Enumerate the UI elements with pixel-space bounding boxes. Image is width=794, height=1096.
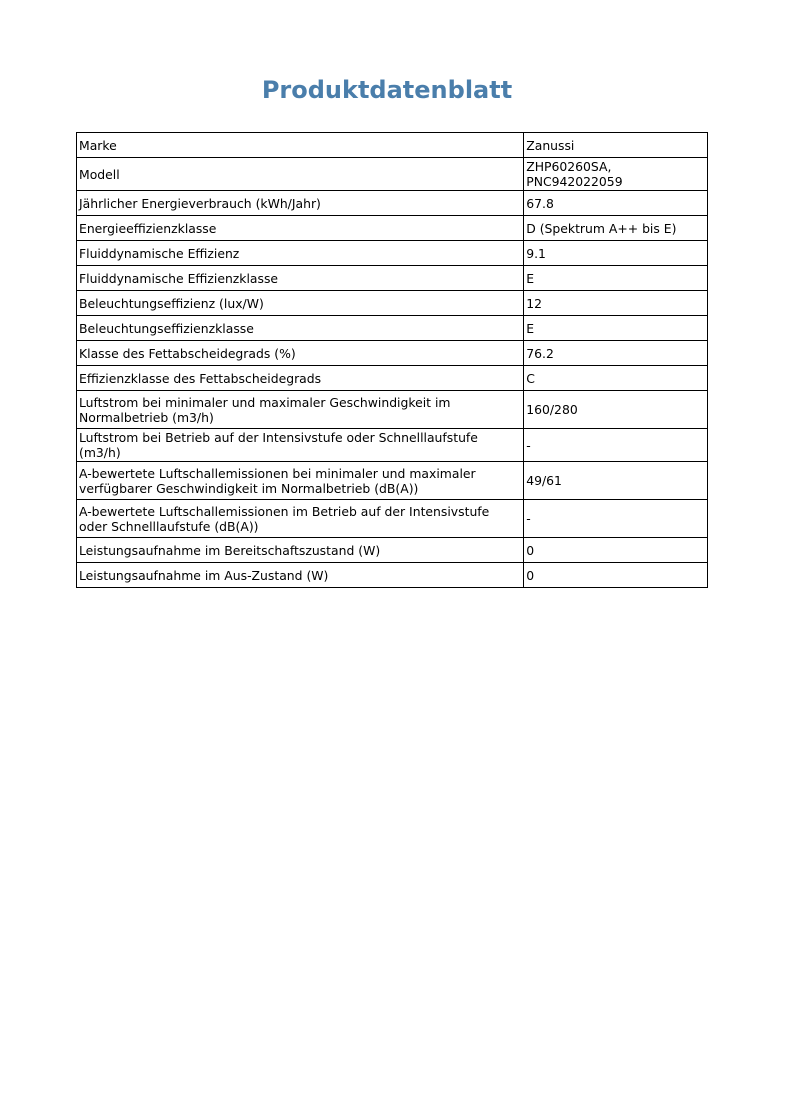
row-label-noise-intensive: A-bewertete Luftschallemissionen im Betrieb auf der Intensivstufe oder Schnelllaufstufe (dB(A)) [77, 500, 524, 538]
page-title: Produktdatenblatt [261, 76, 513, 104]
product-data-table [76, 132, 708, 588]
table-row [77, 291, 708, 316]
table-row [77, 216, 708, 241]
table-row [77, 191, 708, 216]
table-row [77, 266, 708, 291]
row-label-energy-class: Energieeffizienzklasse [77, 216, 524, 241]
row-value-fluid-efficiency-class: E [524, 266, 708, 291]
row-value-annual-energy: 67.8 [524, 191, 708, 216]
row-value-airflow-intensive: - [524, 429, 708, 462]
table-row [77, 500, 708, 538]
table-row [77, 341, 708, 366]
row-value-noise-normal: 49/61 [524, 462, 708, 500]
row-label-fluid-efficiency: Fluiddynamische Effizienz [77, 241, 524, 266]
row-label-annual-energy: Jährlicher Energieverbrauch (kWh/Jahr) [77, 191, 524, 216]
row-label-fluid-efficiency-class: Fluiddynamische Effizienzklasse [77, 266, 524, 291]
row-label-off-power: Leistungsaufnahme im Aus-Zustand (W) [77, 563, 524, 588]
table-row [77, 316, 708, 341]
row-label-airflow-intensive: Luftstrom bei Betrieb auf der Intensivstufe oder Schnelllaufstufe (m3/h) [77, 429, 524, 462]
row-value-energy-class: D (Spektrum A++ bis E) [524, 216, 708, 241]
row-value-lighting-efficiency: 12 [524, 291, 708, 316]
row-label-lighting-efficiency-class: Beleuchtungseffizienzklasse [77, 316, 524, 341]
row-label-standby-power: Leistungsaufnahme im Bereitschaftszustand (W) [77, 538, 524, 563]
row-label-grease-filtering-class: Effizienzklasse des Fettabscheidegrads [77, 366, 524, 391]
row-value-grease-filtering-class: C [524, 366, 708, 391]
row-value-model: ZHP60260SA, PNC942022059 [524, 158, 708, 191]
row-label-lighting-efficiency: Beleuchtungseffizienz (lux/W) [77, 291, 524, 316]
table-row [77, 241, 708, 266]
row-label-grease-filtering: Klasse des Fettabscheidegrads (%) [77, 341, 524, 366]
table-row [77, 366, 708, 391]
row-label-noise-normal: A-bewertete Luftschallemissionen bei minimaler und maximaler verfügbarer Geschwindigkeit im Normalbetrieb (dB(A)) [77, 462, 524, 500]
row-value-noise-intensive: - [524, 500, 708, 538]
table-row [77, 391, 708, 429]
row-label-model: Modell [77, 158, 524, 191]
table-row [77, 462, 708, 500]
row-label-brand: Marke [77, 133, 524, 158]
row-value-airflow-normal: 160/280 [524, 391, 708, 429]
row-value-lighting-efficiency-class: E [524, 316, 708, 341]
row-value-standby-power: 0 [524, 538, 708, 563]
row-value-fluid-efficiency: 9.1 [524, 241, 708, 266]
row-value-brand: Zanussi [524, 133, 708, 158]
row-value-grease-filtering: 76.2 [524, 341, 708, 366]
row-value-off-power: 0 [524, 563, 708, 588]
row-label-airflow-normal: Luftstrom bei minimaler und maximaler Geschwindigkeit im Normalbetrieb (m3/h) [77, 391, 524, 429]
table-row [77, 158, 708, 191]
table-row [77, 133, 708, 158]
table-row [77, 563, 708, 588]
table-row [77, 429, 708, 462]
table-row [77, 538, 708, 563]
